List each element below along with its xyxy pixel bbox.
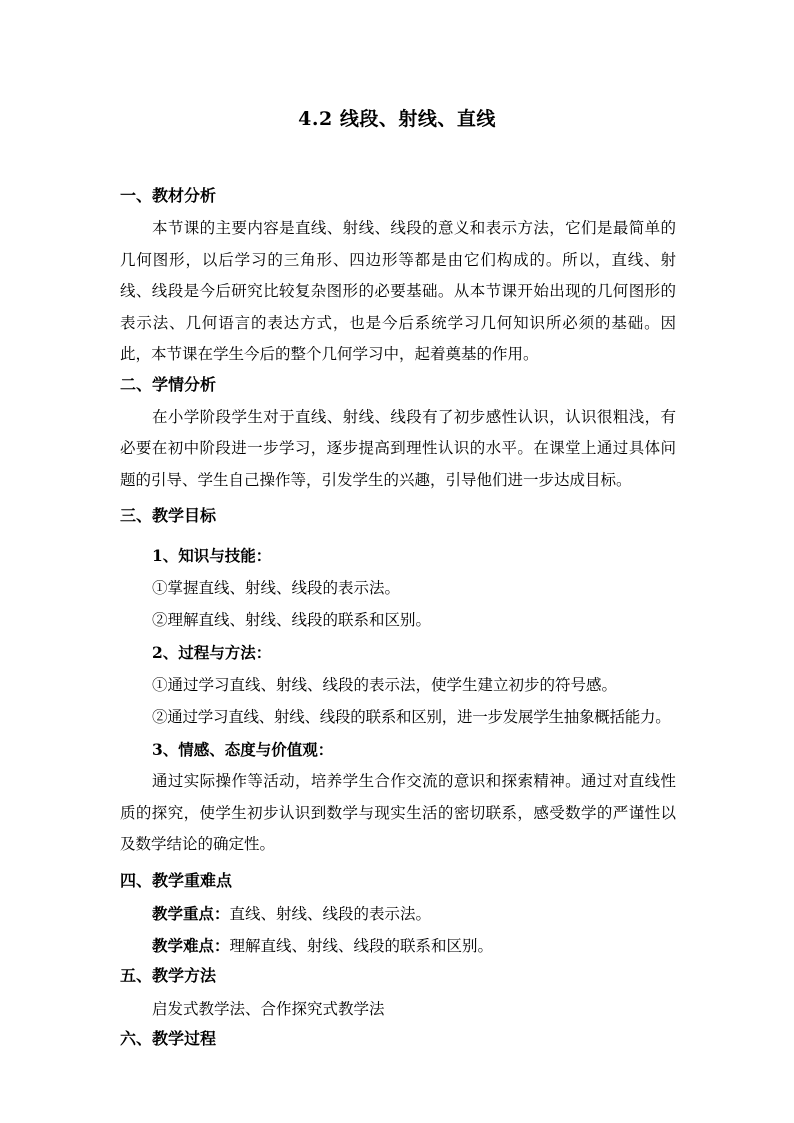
teaching-methods-text: 启发式教学法、合作探究式教学法 <box>152 999 385 1018</box>
section-heading-textbook-analysis: 一、教材分析 <box>120 186 217 205</box>
difficulty-text: 理解直线、射线、线段的联系和区别。 <box>229 936 494 955</box>
difficulty-label: 教学难点： <box>152 935 230 955</box>
section-heading-teaching-goals: 三、教学目标 <box>120 506 217 525</box>
goal-attitude-paragraph: 通过实际操作等活动，培养学生合作交流的意识和探索精神。通过对直线性质的探究，使学生初步认识到数学与现实生活的密切联系，感受数学的严谨性以及数学结论的确定性。 <box>120 772 676 853</box>
goal-knowledge-item: ②理解直线、射线、线段的联系和区别。 <box>152 611 432 629</box>
goal-process-item: ①通过学习直线、射线、线段的表示法，使学生建立初步的符号感。 <box>152 676 618 694</box>
goal-knowledge-title: 1、知识与技能： <box>152 546 272 565</box>
goal-process-item: ②通过学习直线、射线、线段的联系和区别，进一步发展学生抽象概括能力。 <box>152 708 671 726</box>
student-analysis-paragraph: 在小学阶段学生对于直线、射线、线段有了初步感性认识，认识很粗浅，有必要在初中阶段进一步学习，逐步提高到理性认识的水平。在课堂上通过具体问题的引导、学生自己操作等，引发学生的兴趣，引导他们进一步达成目标。 <box>120 407 676 489</box>
document-body <box>120 182 676 1056</box>
goal-attitude-title: 3、情感、态度与价值观： <box>152 740 334 759</box>
difficulty-line <box>120 930 676 962</box>
textbook-analysis-paragraph: 本节课的主要内容是直线、射线、线段的意义和表示方法，它们是最简单的几何图形，以后学习的三角形、四边形等都是由它们构成的。所以，直线、射线、线段是今后研究比较复杂图形的必要基础。从本节课开始出现的几何图形的表示法、几何语言的表达方式，也是今后系统学习几何知识所必须的基础。因此，本节课在学生今后的整个几何学习中，起着奠基的作用。 <box>120 219 676 363</box>
document-title: 4.2 线段、射线、直线 <box>298 108 496 130</box>
section-heading-student-analysis: 二、学情分析 <box>120 374 217 394</box>
goal-knowledge-item: ①掌握直线、射线、线段的表示法。 <box>152 579 401 597</box>
key-point-line <box>120 898 676 930</box>
section-heading-teaching-process: 六、教学过程 <box>120 1028 217 1048</box>
key-point-text: 直线、射线、线段的表示法。 <box>229 904 432 923</box>
section-heading-teaching-methods: 五、教学方法 <box>120 965 217 985</box>
goal-process-title: 2、过程与方法： <box>152 643 272 662</box>
section-heading-key-points: 四、教学重难点 <box>120 870 233 890</box>
key-point-label: 教学重点： <box>152 903 230 923</box>
